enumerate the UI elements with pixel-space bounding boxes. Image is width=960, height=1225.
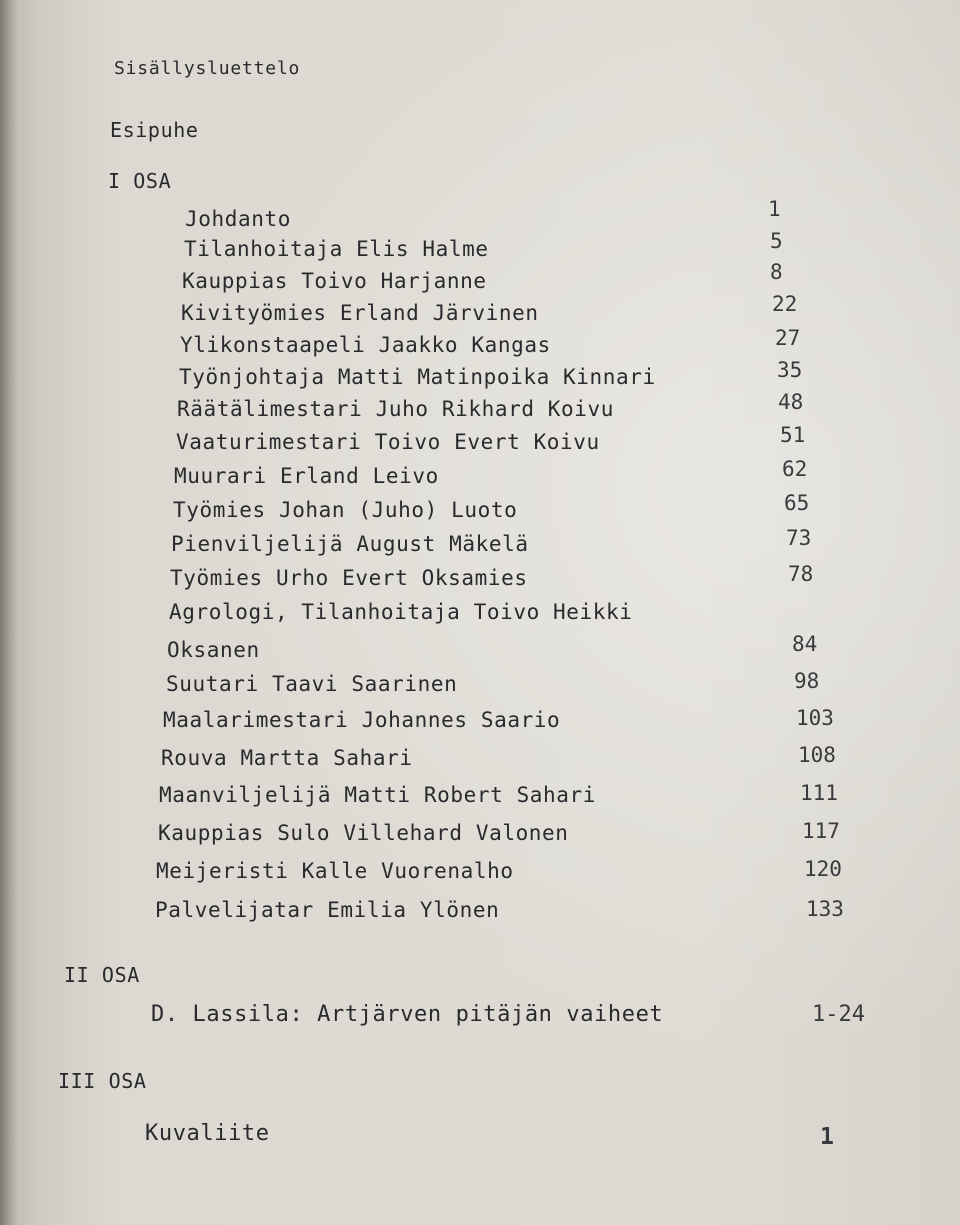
toc-page-number: 35 [777,358,803,382]
toc-entry: Oksanen [167,638,260,662]
toc-entry: D. Lassila: Artjärven pitäjän vaiheet [151,1002,664,1027]
part-3-heading: III OSA [58,1069,147,1093]
toc-page-number: 120 [804,857,842,881]
toc-entry: Agrologi, Tilanhoitaja Toivo Heikki [169,600,633,624]
toc-page-number: 5 [770,229,783,253]
toc-page-number: 117 [802,819,840,843]
toc-entry: Meijeristi Kalle Vuorenalho [156,859,514,883]
toc-entry: Vaaturimestari Toivo Evert Koivu [176,430,600,454]
book-spine-shadow [0,0,18,1225]
toc-page-number: 48 [778,390,804,414]
toc-entry: Maanviljelijä Matti Robert Sahari [159,783,597,807]
toc-entry: Työmies Johan (Juho) Luoto [173,498,518,522]
toc-entry: Kivityömies Erland Järvinen [181,301,539,325]
toc-entry: Ylikonstaapeli Jaakko Kangas [180,333,551,357]
toc-page-number: 108 [798,743,836,767]
toc-page-number: 1 [768,197,781,221]
toc-entry: Räätälimestari Juho Rikhard Koivu [177,397,615,421]
toc-page-number: 22 [772,292,798,316]
toc-page-number: 65 [784,491,810,515]
part-2-heading: II OSA [64,963,140,987]
part-1-heading: I OSA [108,169,172,193]
toc-page-number: 98 [794,669,820,693]
toc-page-number: 1-24 [812,1002,865,1027]
toc-entry: Palvelijatar Emilia Ylönen [155,898,500,922]
toc-entry: Johdanto [185,207,291,231]
toc-title: Sisällysluettelo [114,58,301,79]
toc-entry: Tilanhoitaja Elis Halme [184,237,489,261]
toc-page-number: 84 [792,632,818,656]
toc-entry: Kauppias Toivo Harjanne [182,269,487,293]
preface-entry: Esipuhe [110,118,199,142]
toc-page-number: 103 [796,706,834,730]
toc-page-number: 27 [775,326,801,350]
toc-page-number: 111 [800,781,838,805]
toc-entry: Suutari Taavi Saarinen [166,672,458,696]
toc-entry: Pienviljelijä August Mäkelä [171,532,529,556]
toc-entry: Kuvaliite [145,1121,270,1146]
toc-entry: Työnjohtaja Matti Matinpoika Kinnari [179,365,656,389]
toc-page-number: 62 [782,457,808,481]
toc-entry: Maalarimestari Johannes Saario [163,708,561,732]
toc-entry: Rouva Martta Sahari [161,746,413,770]
toc-entry: Muurari Erland Leivo [174,464,439,488]
toc-entry: Työmies Urho Evert Oksamies [170,566,528,590]
toc-page-number: 8 [770,260,783,284]
toc-entry: Kauppias Sulo Villehard Valonen [158,821,569,845]
toc-page-number: 1 [820,1124,834,1150]
toc-page-number: 73 [786,526,812,550]
toc-page-number: 51 [780,423,806,447]
toc-page-number: 133 [806,897,844,921]
toc-page-number: 78 [788,562,814,586]
